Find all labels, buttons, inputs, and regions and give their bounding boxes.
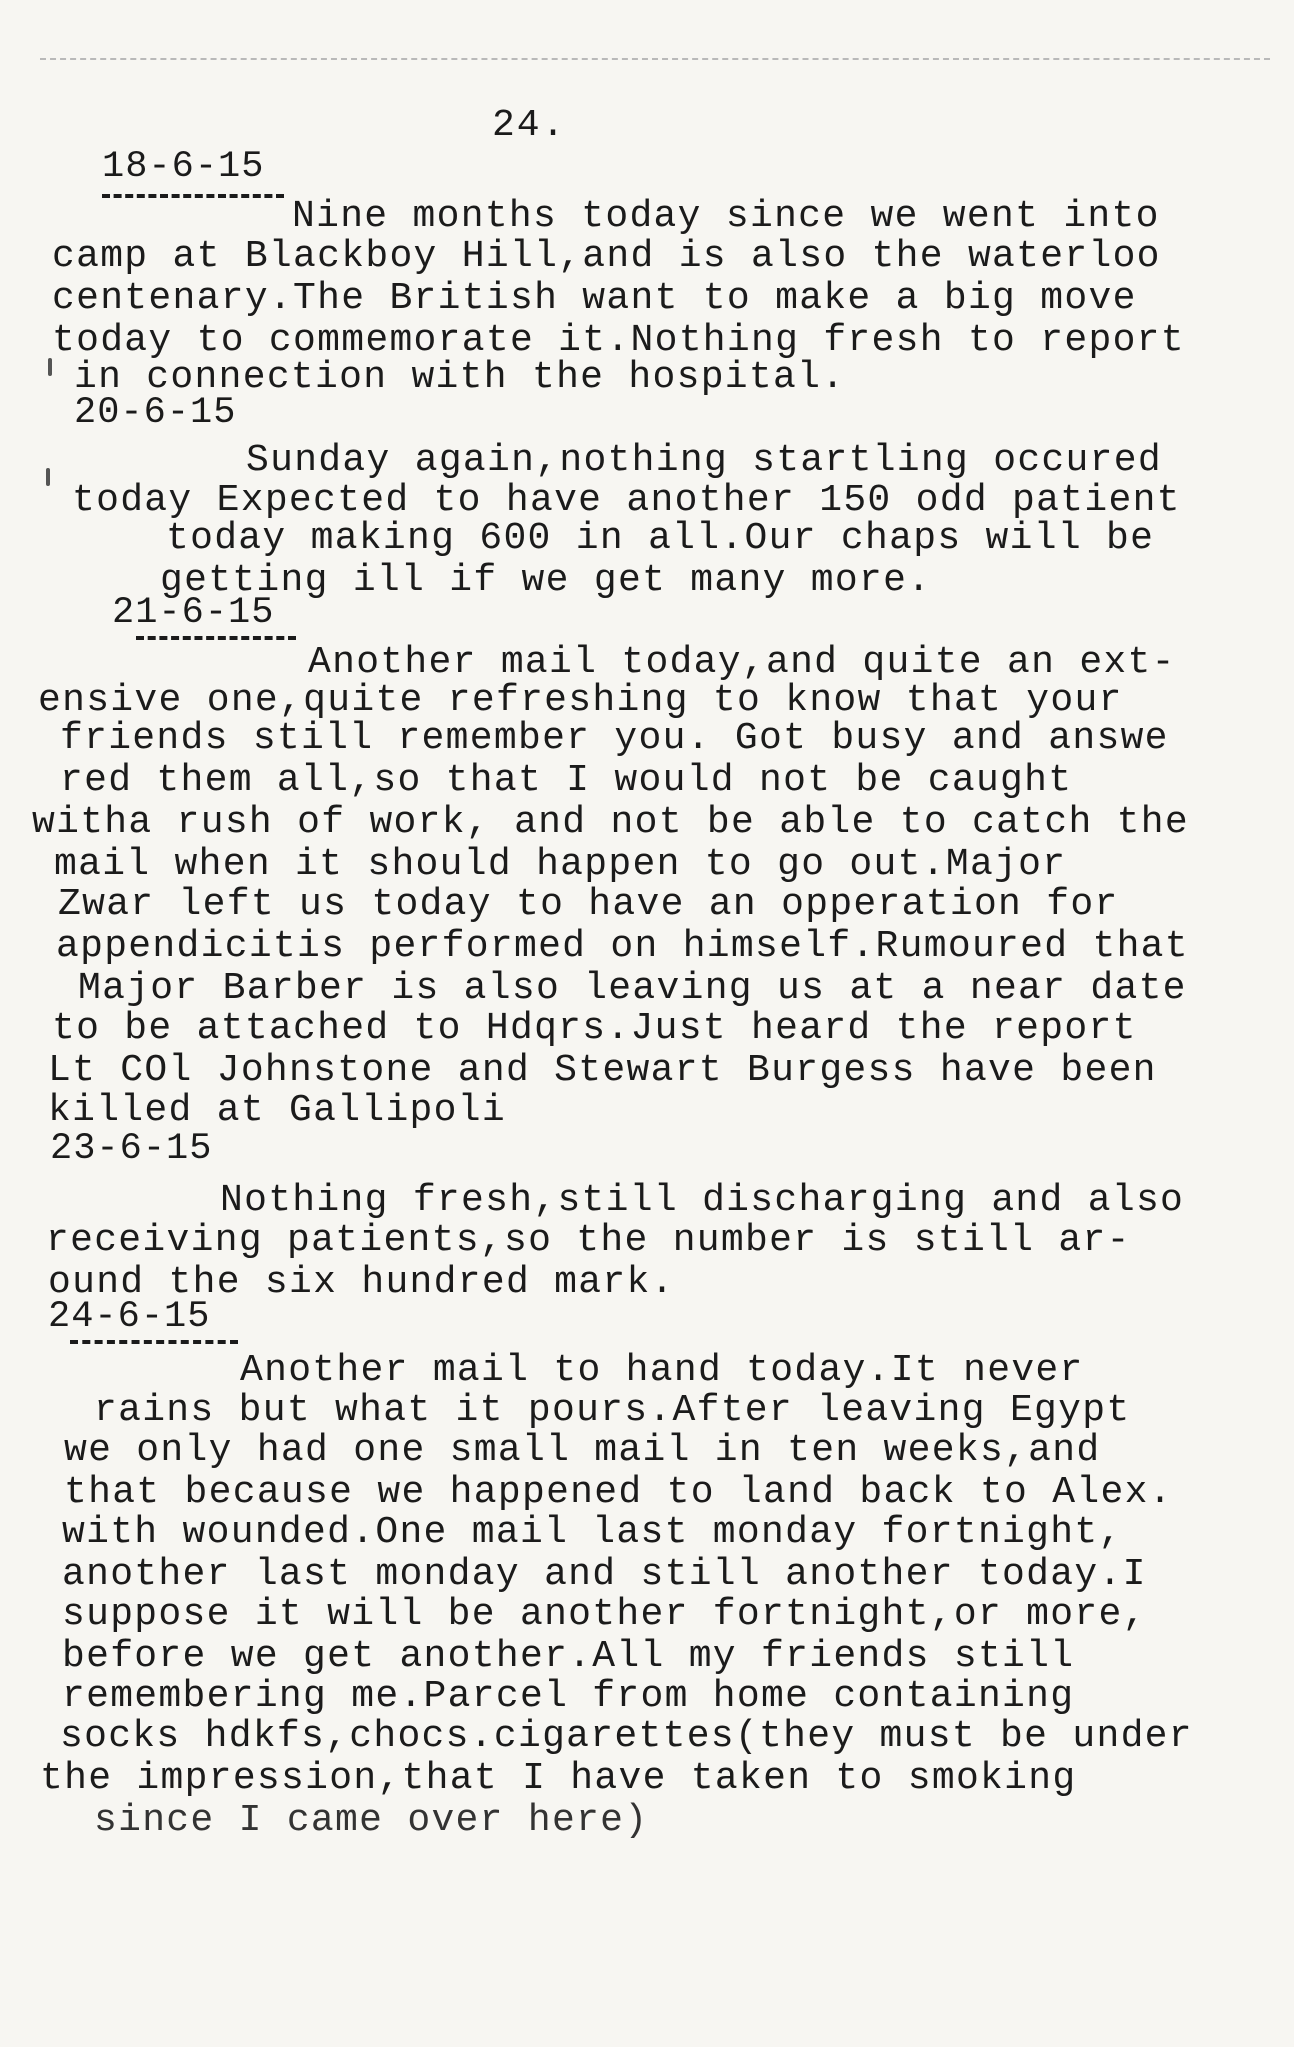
entry-line: Major Barber is also leaving us at a near date — [78, 967, 1187, 1010]
entry-date: 23-6-15 — [50, 1128, 213, 1170]
entry-line: camp at Blackboy Hill,and is also the waterloo — [52, 235, 1161, 278]
entry-line: receiving patients,so the number is still ar- — [46, 1219, 1131, 1262]
entry-line: Another mail to hand today.It never — [240, 1349, 1084, 1392]
entry-date: 18-6-15 — [102, 146, 265, 188]
margin-mark — [48, 358, 52, 376]
entry-date: 21-6-15 — [112, 592, 275, 634]
date-underline — [70, 1340, 238, 1344]
entry-line: centenary.The British want to make a big move — [52, 277, 1137, 320]
entry-line: we only had one small mail in ten weeks,and — [64, 1429, 1101, 1472]
entry-line: rains but what it pours.After leaving Egypt — [94, 1389, 1131, 1432]
entry-date: 24-6-15 — [48, 1296, 211, 1338]
entry-line: today to commemorate it.Nothing fresh to report — [52, 319, 1185, 362]
entry-line: that because we happened to land back to Alex. — [64, 1471, 1173, 1514]
entry-line: remembering me.Parcel from home containing — [62, 1675, 1075, 1718]
entry-line: ound the six hundred mark. — [48, 1261, 675, 1304]
entry-line: Nine months today since we went into — [292, 195, 1160, 238]
entry-line: appendicitis performed on himself.Rumoured that — [56, 925, 1189, 968]
entry-line: since I came over here) — [94, 1799, 649, 1842]
margin-mark — [46, 468, 50, 486]
entry-line: red them all,so that I would not be caught — [60, 759, 1073, 802]
date-underline — [102, 194, 284, 198]
entry-line: ensive one,quite refreshing to know that your — [38, 679, 1123, 722]
entry-line: the impression,that I have taken to smoking — [40, 1757, 1077, 1800]
top-divider — [40, 58, 1270, 60]
entry-line: socks hdkfs,chocs.cigarettes(they must be under — [60, 1715, 1193, 1758]
entry-line: witha rush of work, and not be able to catch the — [32, 801, 1189, 844]
entry-line: Nothing fresh,still discharging and also — [220, 1179, 1185, 1222]
entry-line: friends still remember you. Got busy and answe — [60, 717, 1169, 760]
entry-line: today making 600 in all.Our chaps will be — [166, 517, 1155, 560]
date-underline — [136, 636, 296, 640]
entry-line: before we get another.All my friends still — [62, 1635, 1075, 1678]
entry-line: in connection with the hospital. — [74, 356, 846, 399]
entry-line: Another mail today,and quite an ext- — [308, 641, 1176, 684]
entry-line: mail when it should happen to go out.Major — [54, 843, 1067, 886]
entry-line: another last monday and still another today.I — [62, 1553, 1147, 1596]
entry-line: killed at Gallipoli — [48, 1089, 506, 1132]
entry-line: Zwar left us today to have an opperation for — [58, 883, 1119, 926]
entry-date: 20-6-15 — [74, 392, 237, 434]
entry-line: today Expected to have another 150 odd patient — [72, 479, 1181, 522]
entry-line: suppose it will be another fortnight,or more, — [62, 1593, 1147, 1636]
entry-line: Lt COl Johnstone and Stewart Burgess have been — [48, 1049, 1157, 1092]
entry-line: Sunday again,nothing startling occured — [246, 439, 1162, 482]
entry-line: getting ill if we get many more. — [160, 559, 932, 602]
entry-line: to be attached to Hdqrs.Just heard the report — [52, 1007, 1137, 1050]
page-number: 24. — [492, 104, 567, 147]
entry-line: with wounded.One mail last monday fortnight, — [62, 1511, 1123, 1554]
